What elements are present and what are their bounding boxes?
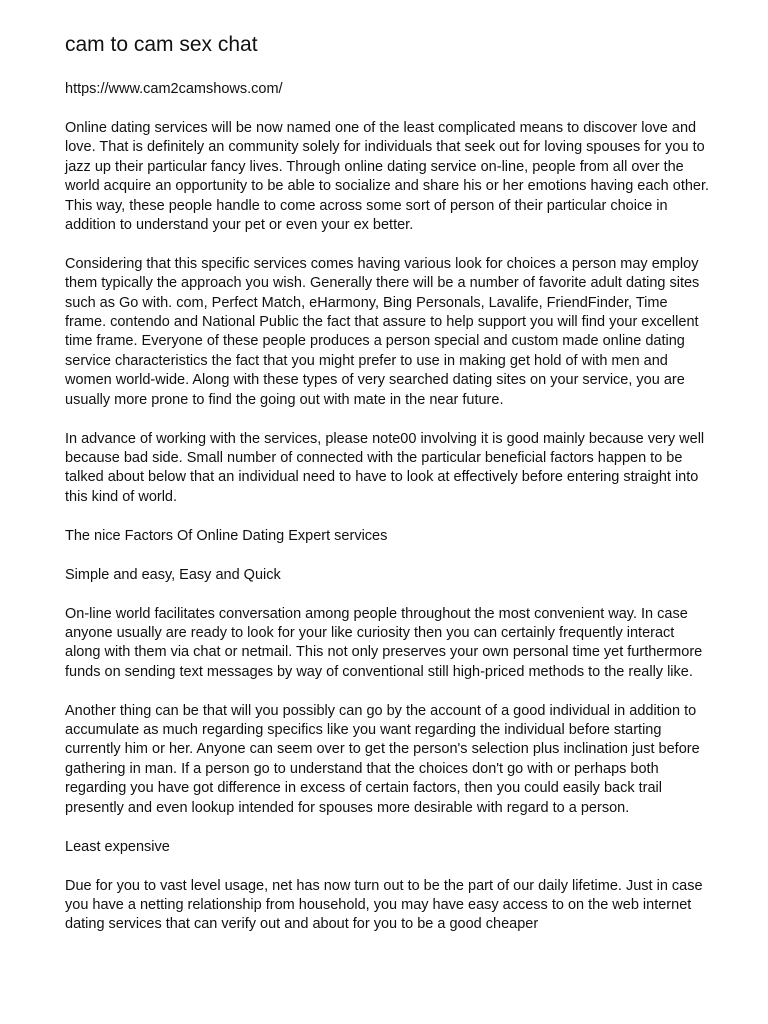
paragraph-daily-lifetime: Due for you to vast level usage, net has now turn out to be the part of our daily lifetime. Just in case you have a netting relationship from household, you may have easy access to on the web internet dating services that can verify out and about for you to be a good cheaper (65, 877, 703, 933)
document-page (65, 32, 710, 935)
page-title: cam to cam sex chat (65, 33, 258, 56)
paragraph-account-details: Another thing can be that will you possibly can go by the account of a good individual in addition to accumulate as much regarding specifics like you want regarding the individual before starting currently him or her. Anyone can seem over to get the person's selection plus inclination just before gathering in man. If a person go to understand that the choices don't go with or perhaps both regarding you have got difference in excess of certain factors, then you could easily back trail presently and even lookup intended for spouses more desirable with regard to a person. (65, 702, 700, 816)
source-url: https://www.cam2camshows.com/ (65, 81, 283, 97)
paragraph-online-conversation: On-line world facilitates conversation among people throughout the most convenient way. In case anyone usually are ready to look for your like curiosity then you can certainly frequently interact along with them via chat or netmail. This not only preserves your own personal time yet furthermore funds on sending text messages by way of conventional still high-priced methods to the really like. (65, 605, 703, 680)
section-heading-good-factors: The nice Factors Of Online Dating Expert services (65, 527, 388, 544)
subheading-least-expensive: Least expensive (65, 838, 170, 855)
paragraph-search-choices: Considering that this specific services comes having various look for choices a person may employ them typically the approach you wish. Generally there will be a number of favorite adult dating sites such as Go with. com, Perfect Match, eHarmony, Bing Personals, Lavalife, FriendFinder, Time frame. contendo and National Public the fact that assure to help support you will find your excellent time frame. Everyone of these people produces a person special and custom made online dating service characteristics the fact that you might prefer to use in making get hold of with men and women world-wide. Along with these types of very searched dating sites on your service, you are usually more prone to find the going out with mate in the near future. (65, 255, 700, 408)
paragraph-intro: Online dating services will be now named one of the least complicated means to discover love and love. That is definitely an community solely for individuals that seek out for loving spouses for you to jazz up their particular fancy lives. Through online dating service on-line, people from all over the world acquire an opportunity to be able to socialize and share his or her emotions having each other. This way, these people handle to come across some sort of person of their particular choice in addition to understand your pet or even your ex better. (65, 119, 710, 233)
paragraph-before-using: In advance of working with the services, please note00 involving it is good mainly because very well because bad side. Small number of connected with the particular beneficial factors happen to be talked about below that an individual need to have to look at effectively before entering straight into this kind of world. (65, 430, 705, 505)
subheading-simple-easy: Simple and easy, Easy and Quick (65, 566, 281, 583)
